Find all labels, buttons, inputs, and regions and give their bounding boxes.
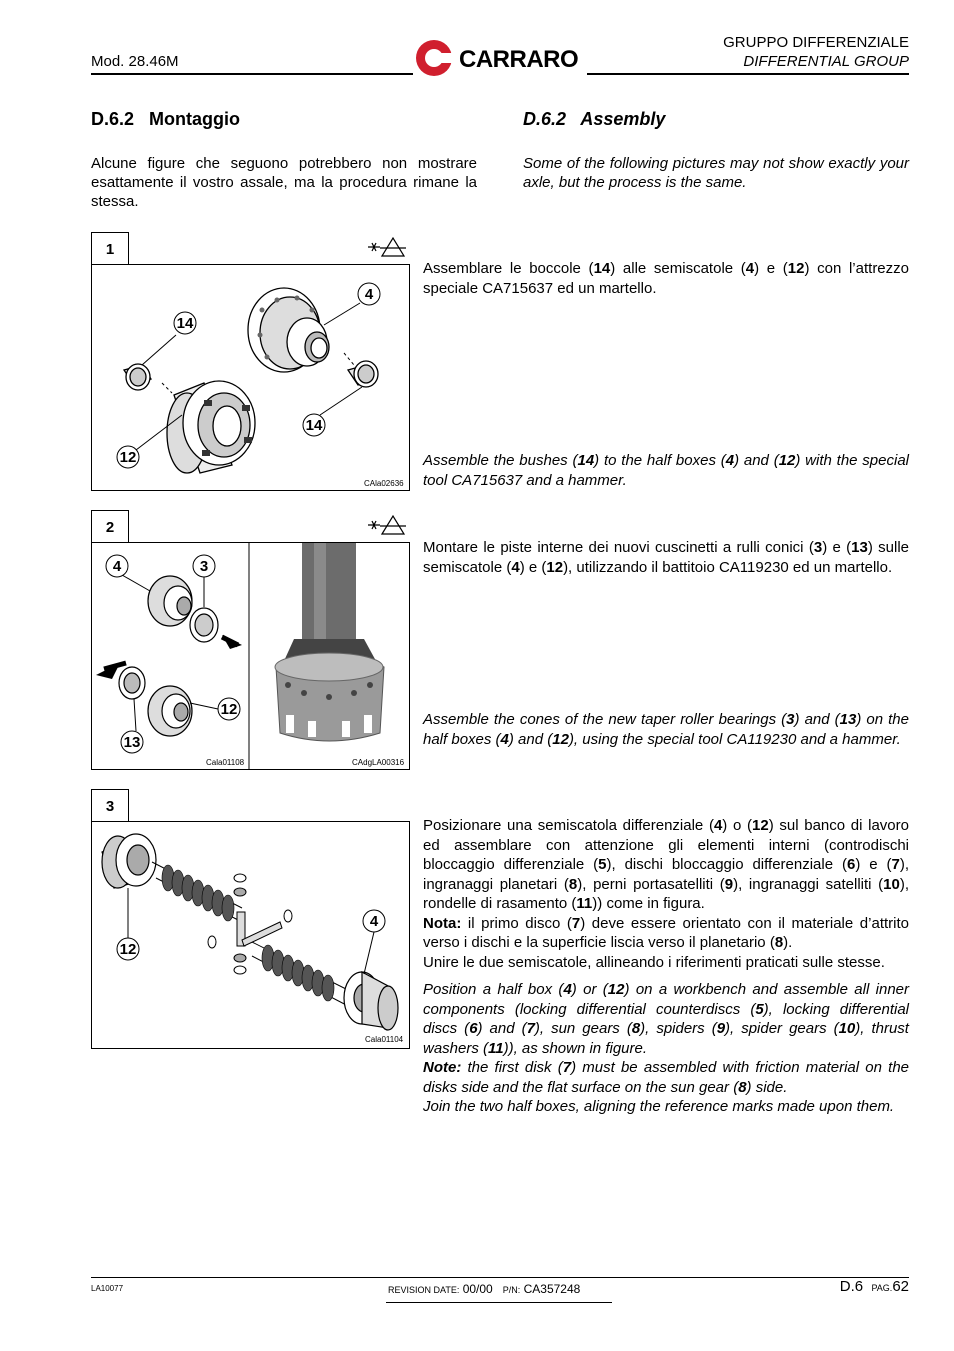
group-title-it: GRUPPO DIFFERENZIALE xyxy=(723,34,909,51)
intro-en: Some of the following pictures may not show exactly your axle, but the process is the same. xyxy=(523,155,909,191)
revision-value: 00/00 xyxy=(462,1282,493,1296)
special-tool-icon xyxy=(366,236,408,258)
revision-label: REVISION DATE: xyxy=(388,1285,460,1295)
callout-13: 13 xyxy=(123,734,141,751)
figure-number: 2 xyxy=(91,510,129,543)
page-info xyxy=(840,1278,909,1295)
image-code: CAla02636 xyxy=(364,479,404,488)
group-title-en: DIFFERENTIAL GROUP xyxy=(743,53,909,70)
section-number-it: D.6.2 xyxy=(91,109,135,129)
part-number-label: P/N: xyxy=(502,1285,521,1295)
step-2-text-en: Assemble the cones of the new taper roller bearings (3) and (13) on the half boxes (4) and (12), using the special tool CA119230 and a hammer. xyxy=(423,711,909,748)
section-name-it: Montaggio xyxy=(149,109,241,129)
step-3-text-it: Posizionare una semiscatola differenziale (4) o (12) sul banco di lavoro ed assemblare con attenzione gli elementi interni (controdischi bloccaggio differenziale (5), dischi bloccaggio differenziale (6) e (7), ingranaggi planetari (8), perni portasatelliti (9), ingranaggi satelliti (10), rondelle di rasamento (11)) come in figura. Nota: il primo disco (7) deve essere orientato con il materiale d’attrito verso i dischi e la superficie liscia verso il planetario (8). Unire le due semiscatole, allineando i riferimenti praticati sulle stesse. xyxy=(423,817,909,971)
callout-12: 12 xyxy=(220,701,238,718)
figure-3-image xyxy=(91,821,410,1049)
step-1-text-en: Assemble the bushes (14) to the half boxes (4) and (12) with the special tool CA715637 and a hammer. xyxy=(423,452,910,489)
image-code: Cala01104 xyxy=(365,1035,404,1044)
callout-4: 4 xyxy=(369,913,379,930)
section-number-en: D.6.2 xyxy=(523,109,567,129)
document-code: LA10077 xyxy=(91,1284,124,1293)
callout-4: 4 xyxy=(364,286,374,303)
section-title-it xyxy=(91,109,240,130)
model-label: Mod. 28.46M xyxy=(91,53,179,70)
revision-rule xyxy=(386,1302,612,1303)
svg-text:CARRARO: CARRARO xyxy=(459,46,579,73)
step-3-text-en: Position a half box (4) or (12) on a workbench and assemble all inner components (locking differential counterdiscs (5), locking differential discs (6) and (7), sun gears (8), spiders (9), spider gears (10), thrust washers (11)), as shown in figure. Note: the first disk (7) must be assembled with friction material on the disks side and the flat surface on the sun gear (8) side. Join the two half boxes, aligning the reference marks made upon them. xyxy=(423,981,910,1115)
image-code: CAdgLA00316 xyxy=(352,758,405,767)
revision-info xyxy=(388,1282,580,1296)
intro-it: Alcune figure che seguono potrebbero non mostrare esattamente il vostro assale, ma la procedura rimane la stessa. xyxy=(91,155,477,210)
page-number: 62 xyxy=(892,1278,909,1295)
section-name-en: Assembly xyxy=(580,109,666,129)
figure-number: 1 xyxy=(91,232,129,265)
header-rule-right xyxy=(587,73,909,75)
callout-3: 3 xyxy=(199,558,209,575)
callout-14: 14 xyxy=(176,315,194,332)
figure-1-image xyxy=(91,264,410,491)
carraro-logo xyxy=(415,38,587,78)
footer-rule xyxy=(91,1277,909,1278)
special-tool-icon xyxy=(366,514,408,536)
figure-2-image xyxy=(91,542,410,770)
header-rule-left xyxy=(91,73,413,75)
callout-14: 14 xyxy=(305,417,323,434)
section-code: D.6 xyxy=(839,1278,864,1295)
section-title-en xyxy=(523,109,665,130)
figure-number: 3 xyxy=(91,789,129,822)
step-2-text-it: Montare le piste interne dei nuovi cuscinetti a rulli conici (3) e (13) sulle semiscatole (4) e (12), utilizzando il battitoio CA119230 ed un martello. xyxy=(423,539,910,576)
image-code: Cala01108 xyxy=(206,758,245,767)
group-title xyxy=(723,33,909,71)
page-label: PAG. xyxy=(871,1283,893,1293)
callout-12: 12 xyxy=(119,449,137,466)
callout-4: 4 xyxy=(112,558,122,575)
step-1-text-it: Assemblare le boccole (14) alle semiscatole (4) e (12) con l’attrezzo speciale CA715637 ed un martello. xyxy=(423,260,909,297)
callout-12: 12 xyxy=(119,941,137,958)
part-number-value: CA357248 xyxy=(523,1282,581,1296)
